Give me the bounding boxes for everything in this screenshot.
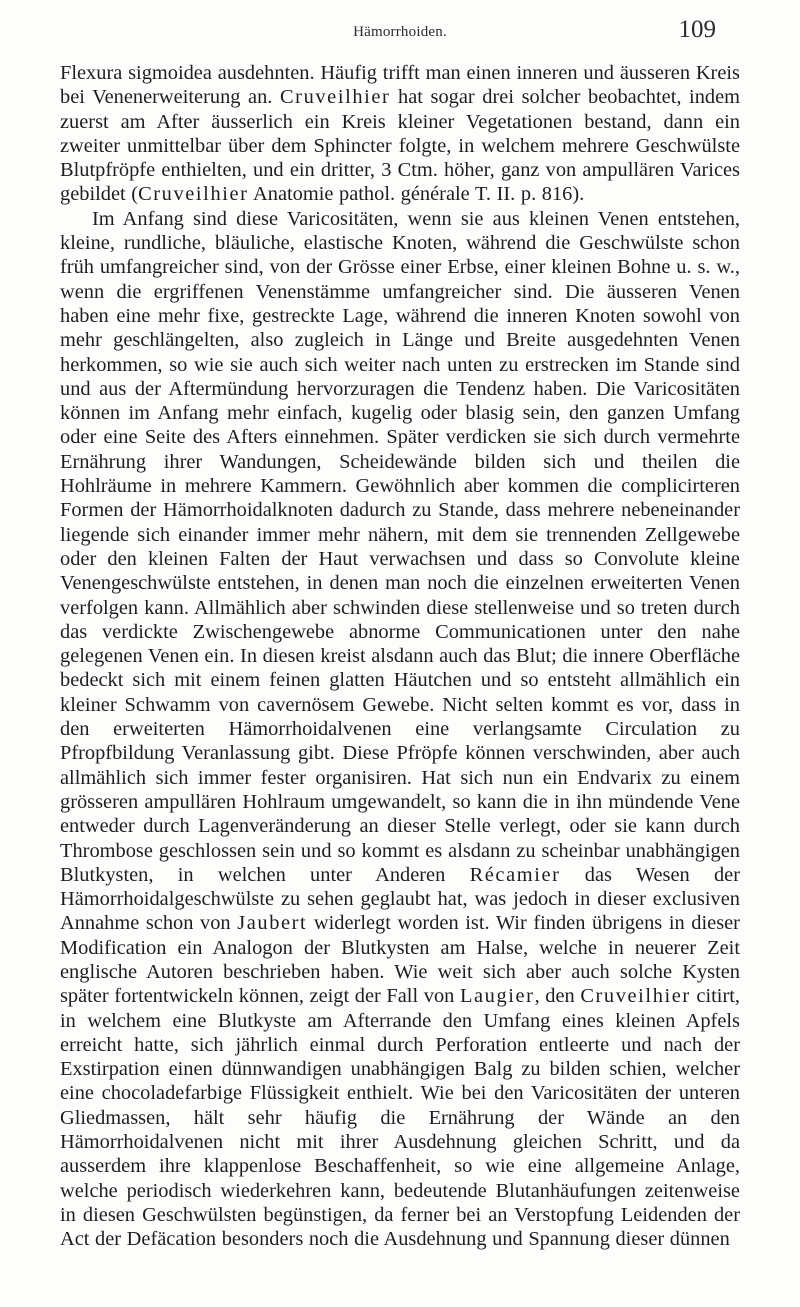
- author-name: Cruveilhier: [138, 183, 249, 206]
- text-segment: citirt, in welchem eine Blutkyste am Afterrande den Umfang eines kleinen Apfels erreicht hatte, sich jährlich einmal durch Perforation entleerte und nach der Exstirpation einen dünnwandigen unabhängigen Balg zu bilden schien, welcher eine chocoladefarbige Flüssigkeit enthielt. Wie bei den Varicositäten der unteren Gliedmassen, hält sehr häufig die Ernährung der Wände an den Hämorrhoidalvenen nicht mit ihrer Ausdehnung gleichen Schritt, und da ausserdem ihre klappenlose Beschaffenheit, so wie eine allgemeine Anlage, welche periodisch wiederkehren kann, bedeutende Blutanhäufungen zeitenweise in diesen Geschwülsten begünstigen, da ferner bei an Verstopfung Leidenden der Act der Defäcation besonders noch die Ausdehnung und Spannung dieser dünnen: [60, 985, 741, 1251]
- author-name: Cruveilhier: [279, 86, 391, 109]
- text-segment: das Wesen der Hämorrhoidalgeschwülste zu sehen geglaubt hat, was jedoch in dieser exclusiven Annahme schon von: [60, 863, 740, 935]
- running-title: Hämorrhoiden.: [353, 24, 447, 40]
- page-number: 109: [678, 16, 716, 43]
- text-segment: Im Anfang sind diese Varicositäten, wenn sie aus kleinen Venen entstehen, kleine, rundliche, bläuliche, elastische Knoten, während die Geschwülste schon früh umfangreicher sind, von der Grösse einer Erbse, einer kleinen Bohne u. s. w., wenn die ergriffenen Venenstämme umfangreicher sind. Die äusseren Venen haben eine mehr fixe, gestreckte Lage, während die inneren Knoten sowohl von mehr geschlängelten, also zugleich in Länge und Breite ausgedehnten Venen herkommen, so wie sie auch sich weiter nach unten zu erstrecken im Stande sind und aus der Aftermündung hervorzuragen die Tendenz haben. Die Varicositäten können im Anfang mehr einfach, kugelig oder blasig sein, den ganzen Umfang oder eine Seite des Afters einnehmen. Später verdicken sie sich durch vermehrte Ernährung ihrer Wandungen, Scheidewände bilden sich und theilen die Hohlräume in mehrere Kammern. Gewöhnlich aber kommen die complicirteren Formen der Hämorrhoidalknoten dadurch zu Stande, dass mehrere nebeneinander liegende sich einander immer mehr nähern, mit dem sie trennenden Zellgewebe oder den kleinen Falten der Haut verwachsen und dass so Convolute kleine Venengeschwülste entstehen, in denen man noch die einzelnen erweiterten Venen verfolgen kann. Allmählich aber schwinden diese stellenweise und so treten durch das verdickte Zwischengewebe abnorme Communicationen unter den nahe gelegenen Venen ein. In diesen kreist alsdann auch das Blut; die innere Oberfläche bedeckt sich mit einem feinen glatten Häutchen und so entsteht allmählich ein kleiner Schwamm von cavernösem Gewebe. Nicht selten kommt es vor, dass in den erweiterten Hämorrhoidalvenen eine verlangsamte Circulation zu Pfropfbildung Veranlassung gibt. Diese Pfröpfe können verschwinden, aber auch allmählich sich immer fester organisiren. Hat sich nun ein Endvarix zu einem grösseren ampullären Hohlraum umgewandelt, so kann die in ihn mündende Vene entweder durch Lagenveränderung an dieser Stelle verlegt, oder sie kann durch Thrombose geschlossen sein und so kommt es alsdann zu scheinbar unabhängigen Blutkysten, in welchen unter Anderen: [60, 207, 740, 886]
- text-segment: Flexura sigmoidea ausdehnten. Häufig trifft man einen inneren und äusseren Kreis bei Venenerweiterung an.: [60, 62, 740, 109]
- author-name: Jaubert: [237, 912, 308, 935]
- paragraph-2: [60, 207, 740, 1252]
- text-segment: , den: [534, 985, 581, 1008]
- paragraph-1: [60, 61, 740, 207]
- author-name: Récamier: [469, 863, 561, 886]
- text-segment: widerlegt worden ist. Wir finden übrigens in dieser Modification ein Analogon der Blutkysten am Halse, welche in neuerer Zeit englische Autoren beschrieben haben. Wie weit sich aber auch solche Kysten später fortentwickeln können, zeigt der Fall von: [60, 912, 740, 1008]
- text-segment: hat sogar drei solcher beobachtet, indem zuerst am After äusserlich ein Kreis kleiner Vegetationen bestand, dann ein zweiter unmittelbar über dem Sphincter folgte, in welchem mehrere Geschwülste Blutpfröpfe enthielten, und ein dritter, 3 Ctm. höher, ganz von ampullären Varices gebildet (: [60, 86, 741, 206]
- author-name: Cruveilhier: [580, 985, 691, 1008]
- running-head: [0, 16, 800, 50]
- author-name: Laugier: [459, 985, 535, 1008]
- text-segment: Anatomie pathol. générale T. II. p. 816).: [248, 183, 585, 206]
- body-text: [60, 61, 740, 1252]
